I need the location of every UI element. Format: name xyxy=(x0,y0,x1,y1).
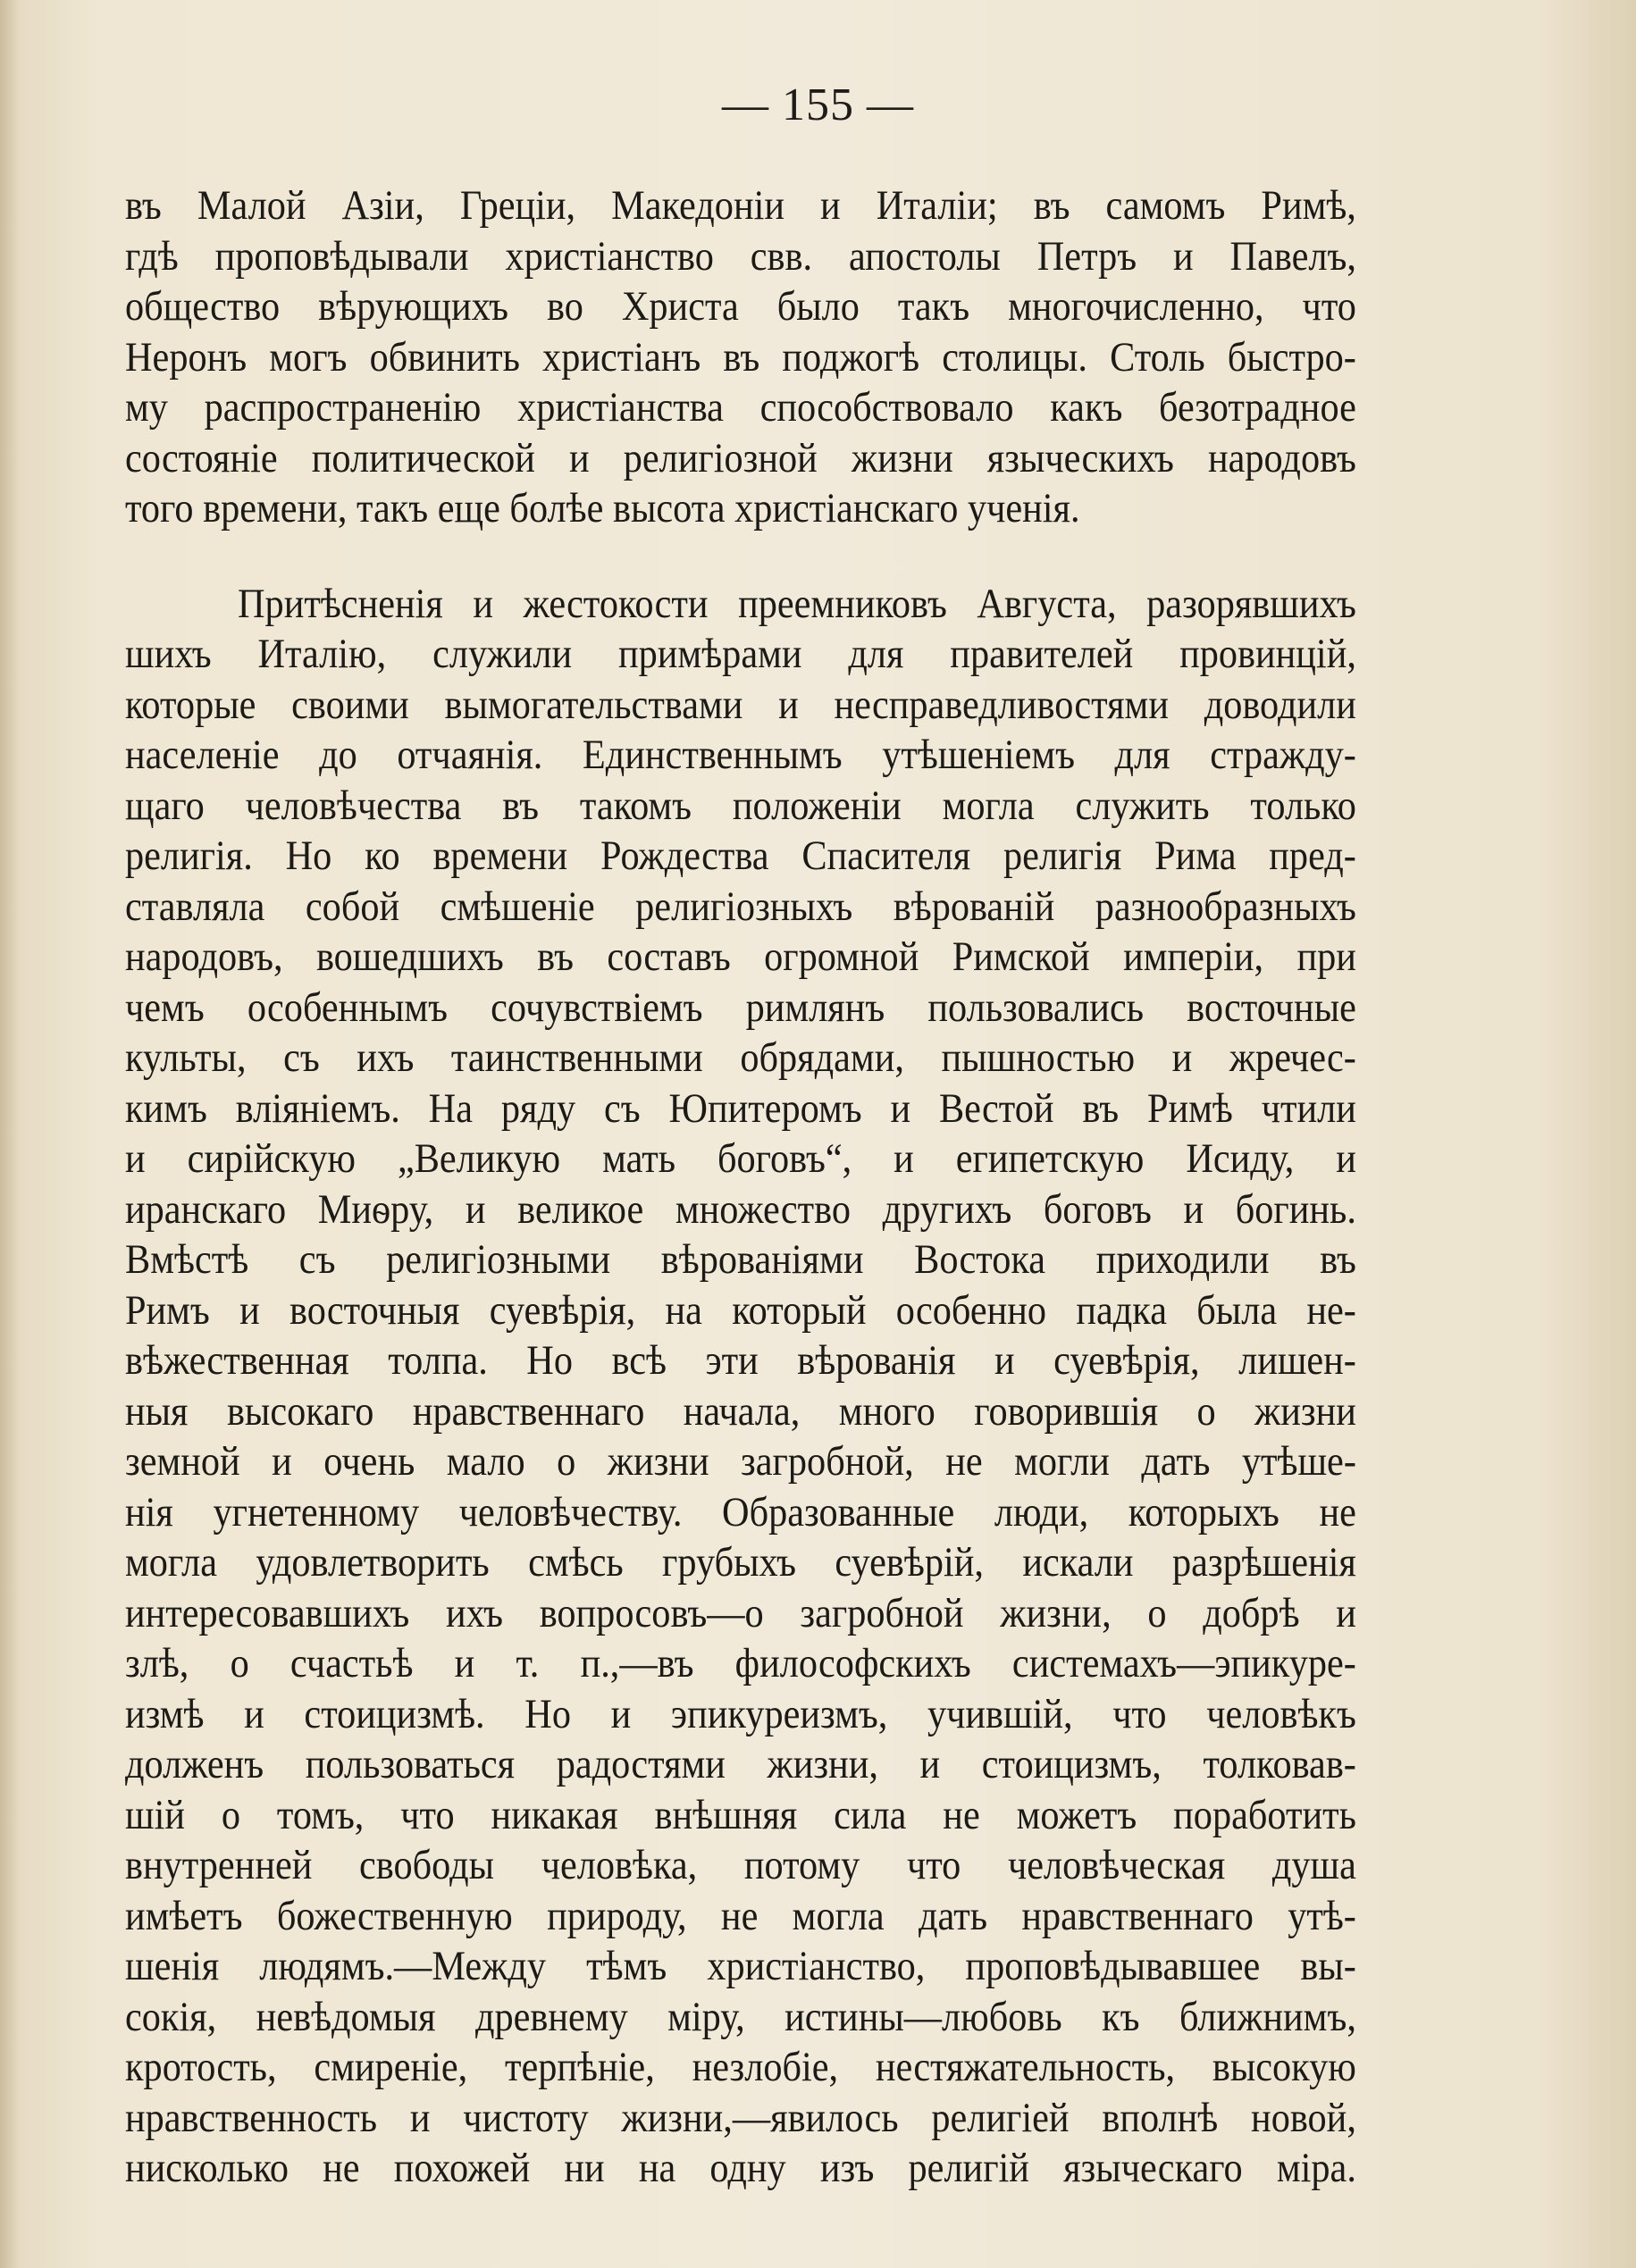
text-line: могла удовлетворить смѣсь грубыхъ суевѣрій, искали разрѣшенія xyxy=(125,1539,1356,1586)
text-line: религія. Но ко времени Рождества Спасителя религія Рима пред- xyxy=(125,833,1356,879)
paragraph-gap xyxy=(125,534,1356,579)
text-line: шій о томъ, что никакая внѣшняя сила не можетъ поработить xyxy=(125,1791,1356,1838)
text-line: му распространенію христіанства способствовало какъ безотрадное xyxy=(125,384,1356,431)
text-line: въ Малой Азіи, Греціи, Македоніи и Италіи; въ самомъ Римѣ, xyxy=(125,182,1356,229)
text-line: нравственность и чистоту жизни,—явилось религіей вполнѣ новой, xyxy=(125,2094,1356,2141)
text-line: ставляла собой смѣшеніе религіозныхъ вѣрованій разнообразныхъ xyxy=(125,883,1356,930)
text-line: интересовавшихъ ихъ вопросовъ—о загробной жизни, о добрѣ и xyxy=(125,1589,1356,1636)
text-line: Неронъ могъ обвинить христіанъ въ поджогѣ столицы. Столь быстро- xyxy=(125,333,1356,381)
text-line: внутренней свободы человѣка, потому что человѣческая душа xyxy=(125,1842,1356,1888)
text-line: Римъ и восточныя суевѣрія, на который особенно падка была не- xyxy=(125,1286,1356,1334)
text-line: злѣ, о счастьѣ и т. п.,—въ философскихъ системахъ—эпикуре- xyxy=(125,1640,1356,1686)
text-line: кротость, смиреніе, терпѣніе, незлобіе, нестяжательность, высокую xyxy=(125,2044,1356,2090)
text-line: которые своими вымогательствами и несправедливостями доводили xyxy=(125,681,1356,728)
text-line: населеніе до отчаянія. Единственнымъ утѣшеніемъ для стражду- xyxy=(125,732,1356,778)
text-line: имѣетъ божественную природу, не могла дать нравственнаго утѣ- xyxy=(125,1892,1356,1939)
text-line: шенія людямъ.—Между тѣмъ христіанство, проповѣдывавшее вы- xyxy=(125,1943,1356,1989)
text-line: Притѣсненія и жестокости преемниковъ Августа, разорявшихъ xyxy=(238,580,1356,627)
text-line: общество вѣрующихъ во Христа было такъ многочисленно, что xyxy=(125,283,1356,330)
paragraph-2 xyxy=(125,579,1356,2194)
text-line: кимъ вліяніемъ. На ряду съ Юпитеромъ и Вестой въ Римѣ чтили xyxy=(125,1084,1356,1132)
text-line: гдѣ проповѣдывали христіанство свв. апостолы Петръ и Павелъ, xyxy=(125,232,1356,280)
text-line: культы, съ ихъ таинственными обрядами, пышностью и жречес- xyxy=(125,1034,1356,1081)
text-line: вѣжественная толпа. Но всѣ эти вѣрованія и суевѣрія, лишен- xyxy=(125,1337,1356,1384)
text-line: ныя высокаго нравственнаго начала, много говорившія о жизни xyxy=(125,1387,1356,1435)
text-line: состояніе политической и религіозной жизни языческихъ народовъ xyxy=(125,434,1356,481)
text-body xyxy=(125,180,1356,2194)
text-line: и сирійскую „Великую мать боговъ“, и египетскую Исиду, и xyxy=(125,1135,1356,1182)
text-line: шихъ Италію, служили примѣрами для правителей провинцій, xyxy=(125,631,1356,677)
text-line: щаго человѣчества въ такомъ положеніи могла служить только xyxy=(125,782,1356,829)
text-line: земной и очень мало о жизни загробной, не могли дать утѣше- xyxy=(125,1438,1356,1485)
text-line: нисколько не похожей ни на одну изъ религій языческаго міра. xyxy=(125,2145,1356,2191)
text-line: долженъ пользоваться радостями жизни, и стоицизмъ, толковав- xyxy=(125,1741,1356,1787)
text-line: чемъ особеннымъ сочувствіемъ римлянъ пользовались восточные xyxy=(125,983,1356,1031)
text-line: нія угнетенному человѣчеству. Образованные люди, которыхъ не xyxy=(125,1488,1356,1536)
text-line: народовъ, вошедшихъ въ составъ огромной Римской имперіи, при xyxy=(125,933,1356,980)
page-number: — 155 — xyxy=(722,80,914,130)
text-line: сокія, невѣдомыя древнему міру, истины—любовь къ ближнимъ, xyxy=(125,1993,1356,2040)
text-line: Вмѣстѣ съ религіозными вѣрованіями Востока приходили въ xyxy=(125,1236,1356,1283)
paragraph-1 xyxy=(125,180,1356,534)
text-line: измѣ и стоицизмѣ. Но и эпикуреизмъ, учившій, что человѣкъ xyxy=(125,1690,1356,1737)
text-line: того времени, такъ еще болѣе высота христіанскаго ученія. xyxy=(125,485,1080,531)
text-line: иранскаго Миѳру, и великое множество другихъ боговъ и богинь. xyxy=(125,1185,1356,1233)
